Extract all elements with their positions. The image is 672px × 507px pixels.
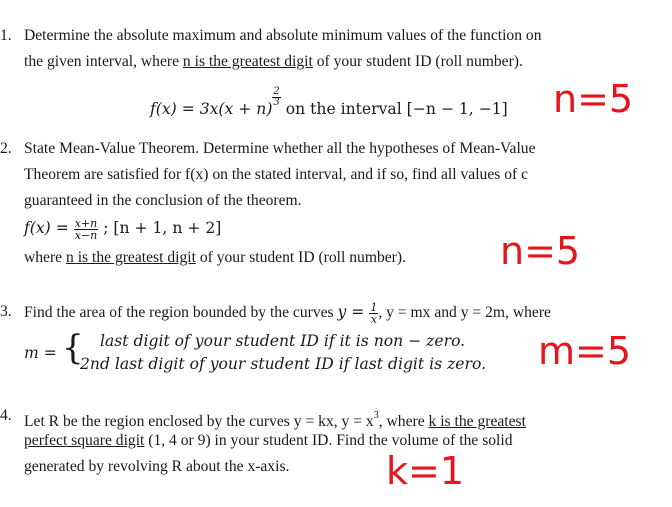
problem-4-underlined-1: k is the greatest xyxy=(428,413,526,430)
case-2: 2nd last digit of your student ID if last digit is zero. xyxy=(80,355,487,373)
problem-1-underlined: n is the greatest digit xyxy=(182,53,313,70)
annotation-k: k=1 xyxy=(386,449,465,493)
problem-3-text: Find the area of the region bounded by the curves xyxy=(24,304,338,322)
problem-1-function xyxy=(150,87,508,120)
problem-4-text-mid: , where xyxy=(378,413,429,430)
problem-2-function xyxy=(24,218,221,241)
problem-1-text-end: of your student ID (roll number). xyxy=(312,53,523,70)
fraction-denominator: x−n xyxy=(74,229,98,242)
exponent-fraction xyxy=(272,87,280,108)
function-fraction xyxy=(74,218,99,241)
problem-1-line-1: Determine the absolute maximum and absolute minimum values of the function on xyxy=(24,27,542,44)
problem-2-underlined: n is the greatest digit xyxy=(66,249,196,266)
problem-2-line-1: State Mean-Value Theorem. Determine whether all the hypotheses of Mean-Value xyxy=(24,140,536,157)
problem-1-line-2 xyxy=(24,52,523,72)
fraction-numerator: x+n xyxy=(74,217,98,230)
left-brace: { xyxy=(62,328,84,368)
annotation-n-2: n=5 xyxy=(500,229,581,273)
problem-4-line-3: generated by revolving R about the x-axis. xyxy=(24,458,290,475)
problem-2-number: 2. xyxy=(0,140,12,157)
annotation-m: m=5 xyxy=(538,329,632,373)
y-equals: y = xyxy=(337,303,370,322)
one-over-x xyxy=(369,302,378,325)
case-1: last digit of your student ID if it is non − zero. xyxy=(100,332,466,350)
problem-2-line-2: Theorem are satisfied for f(x) on the stated interval, and if so, find all values of c xyxy=(24,166,529,183)
annotation-n-1: n=5 xyxy=(553,77,634,121)
problem-4-text: Let R be the region enclosed by the curves y = kx, y = x xyxy=(24,413,374,430)
fraction-numerator: 1 xyxy=(370,301,378,314)
function-interval: ; [n + 1, n + 2] xyxy=(98,219,222,238)
problem-2-line-5 xyxy=(24,248,406,268)
problem-3-text-end: , y = mx and y = 2m, where xyxy=(378,304,551,322)
problem-2-line-3: guaranteed in the conclusion of the theorem. xyxy=(24,192,302,209)
exponent-denominator: 3 xyxy=(273,97,280,108)
problem-4-underlined-2: perfect square digit xyxy=(24,432,145,449)
m-label: m = xyxy=(24,344,57,362)
problem-2-text: where xyxy=(24,249,66,266)
problem-4-number: 4. xyxy=(0,407,12,424)
function-expression: f(x) = 3x(x + n) xyxy=(150,100,273,118)
problem-3-number: 3. xyxy=(0,303,12,320)
fraction-denominator: x xyxy=(370,313,377,326)
problem-4-line-1 xyxy=(24,406,526,432)
problem-2-text-end: of your student ID (roll number). xyxy=(195,249,406,266)
problem-4-line-2 xyxy=(24,431,513,451)
function-lhs: f(x) = xyxy=(24,219,74,238)
function-interval: on the interval [−n − 1, −1] xyxy=(280,100,508,118)
problem-1-number: 1. xyxy=(0,27,12,44)
exponent-numerator: 2 xyxy=(273,86,280,97)
problem-4-text-end: (1, 4 or 9) in your student ID. Find the volume of the solid xyxy=(144,432,513,449)
problem-3-line-1 xyxy=(24,302,551,325)
problem-1-text: the given interval, where xyxy=(24,53,183,70)
cube-exponent: 3 xyxy=(373,410,379,421)
